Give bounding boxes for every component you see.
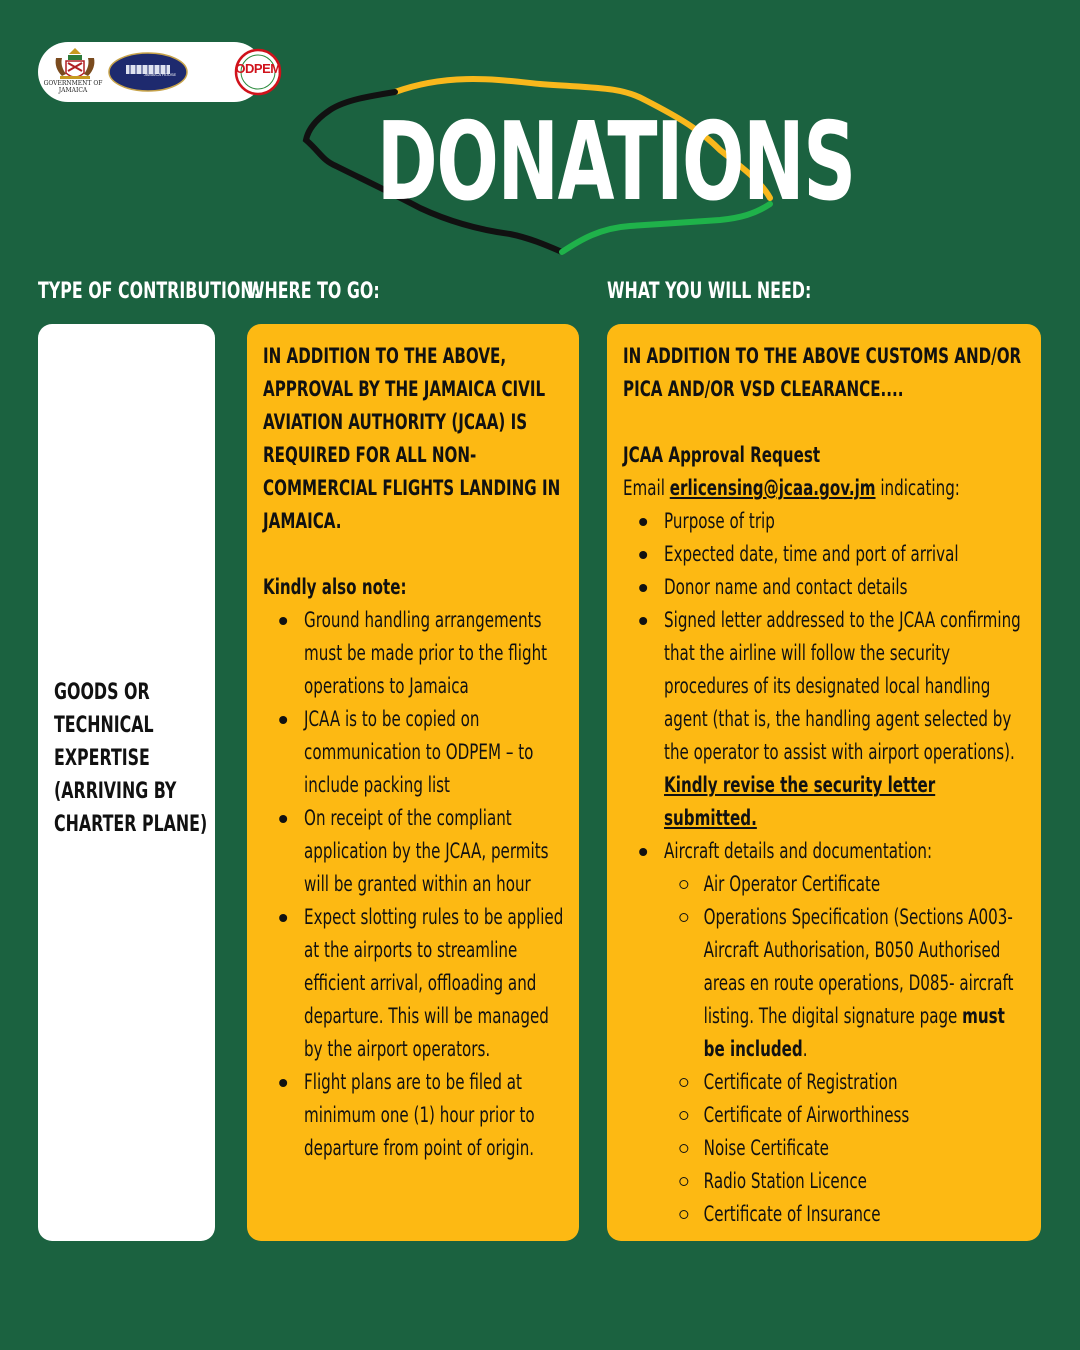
partner-logos [38,42,281,102]
odpem-logo-text: ODPEM [235,61,281,76]
letter-text: Signed letter addressed to the JCAA confirming that the airline will follow the security procedures of its designated local handling agent (that is, the handling agent selected by the operator to assist with airport operations). [664,608,1021,764]
need-intro: IN ADDITION TO THE ABOVE CUSTOMS AND/OR PICA AND/OR VSD CLEARANCE.... [623,344,1022,401]
ops-spec-end: . [802,1037,808,1061]
ops-spec-text: Operations Specification (Sections A003- Aircraft Authorisation, B050 Authorised areas en route operations, D085- aircraft listing. The digital signature page [703,905,1014,1028]
aircraft-documents-list [623,868,1031,1231]
list-item: Ground handling arrangements must be made prior to the flight operations to Jamaica [263,604,565,703]
list-item: Flight plans are to be filed at minimum one (1) hour prior to departure from point of origin. [263,1066,565,1165]
sub-list-item: Radio Station Licence [623,1165,1031,1198]
ops-spec-bold: must be included [703,1004,1005,1061]
list-item: JCAA is to be copied on communication to ODPEM – to include packing list [263,703,565,802]
email-line [623,472,1031,505]
heading-where-to-go: WHERE TO GO: [247,279,380,304]
list-item-letter [623,604,1031,835]
aircraft-text: Aircraft details and documentation: [664,839,933,863]
email-suffix: indicating: [875,476,960,500]
type-of-contribution-card [38,324,215,1241]
contribution-type-text: GOODS OR TECHNICAL EXPERTISE (ARRIVING BY CHARTER PLANE) [54,680,208,837]
sub-list-item: Certificate of Registration [623,1066,1031,1099]
list-item: Expect slotting rules to be applied at the airports to streamline efficient arrival, offloading and departure. This will be managed by the airport operators. [263,901,565,1066]
note-heading: Kindly also note: [263,575,407,599]
sub-list-item: Certificate of Insurance [623,1198,1031,1231]
list-item: On receipt of the compliant application by the JCAA, permits will be granted within an hour [263,802,565,901]
government-logo-text: GOVERNMENT OF JAMAICA [43,80,103,94]
sub-list-item-ops-spec [623,901,1031,1066]
heading-type-of-contribution: TYPE OF CONTRIBUTION: [38,279,260,304]
sub-list-item: Noise Certificate [623,1132,1031,1165]
list-item-aircraft [623,835,1031,1231]
where-intro: IN ADDITION TO THE ABOVE, APPROVAL BY THE JAMAICA CIVIL AVIATION AUTHORITY (JCAA) IS REQUIRED FOR ALL NON-COMMERCIAL FLIGHTS LANDING IN JAMAICA. [263,344,561,533]
list-item: Donor name and contact details [623,571,1031,604]
list-item: Purpose of trip [623,505,1031,538]
heading-what-you-will-need: WHAT YOU WILL NEED: [607,279,812,304]
email-prefix: Email [623,476,670,500]
note-list [263,604,565,1165]
sub-list-item: Air Operator Certificate [623,868,1031,901]
what-you-will-need-card [607,324,1041,1241]
where-to-go-card [247,324,579,1241]
page-title: DONATIONS [376,100,855,225]
sub-list-item: Certificate of Airworthiness [623,1099,1031,1132]
list-item: Expected date, time and port of arrival [623,538,1031,571]
revise-letter-link[interactable]: Kindly revise the security letter submitted. [664,773,936,830]
request-heading: JCAA Approval Request [623,443,821,467]
requirements-list [623,505,1031,1231]
jamaica-house-logo-text: JAMAICA HOUSE [143,72,177,77]
email-link[interactable]: erlicensing@jcaa.gov.jm [669,476,876,500]
